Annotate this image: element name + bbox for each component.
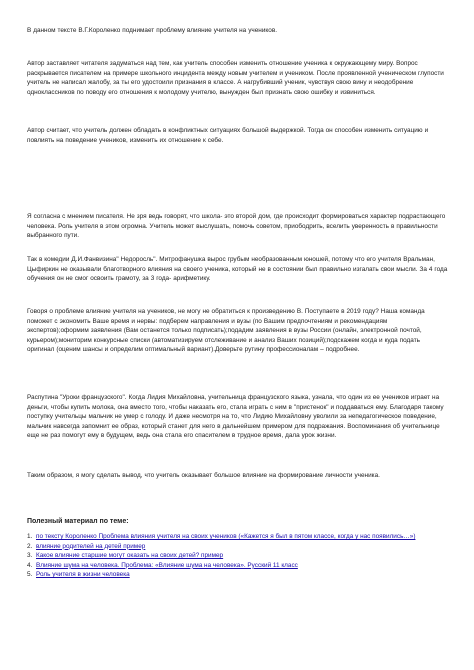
paragraph-argument-french-lessons: Распутина "Уроки французского". Когда Лидия Михайловна, учительница французского языка, узнала, что один из ее учеников играет на деньги, чтобы купить молока, она вместо того, чтобы наказать его, стала играть с ним в "пристенок" и поддаваться ему. Благодаря такому поступку учительцы мальчик не умер с голоду. И даже несмотря на то, что Лидию Михайловну уволили за непедагогическое поведение, мальчик навсегда запомнит ее образ, который станет для него в дальнейшем примером для подражания. Воспоминания об учительнице еще не раз помогут ему в будущем, ведь она стала его спасителем в трудное время, дала урок жизни. <box>27 394 444 440</box>
link-teacher-role[interactable]: Роль учителя в жизни человека <box>36 571 130 579</box>
list-number: 2. <box>27 542 33 550</box>
paragraph-author-position: Автор считает, что учитель должен обладать в конфликтных ситуациях большой выдержкой. Тогда он способен изменить ситуацию и повлиять на поведение учеников, изменить их отношение к себе. <box>27 127 429 144</box>
paragraph-advertisement: Говоря о проблеме влияние учителя на учеников, не могу не обратиться к произведению В. Поступаете в 2019 году? Наша команда поможет с экономить Ваше время и нервы: подберем направления и вузы (по Вашим предпочтениям и рекомендациям экспертов);оформим заявления (Вам останется только подписать);подадим заявления в вузы России (онлайн, электронной почтой, курьером);мониторим конкурсные списки (автоматизируем отслеживание и анализ Ваших позиций);подскажем когда и куда подать оригинал (оценим шансы и определим оптимальный вариант).Доверьте рутину профессионалам – подробнее. <box>27 308 425 354</box>
link-parents-influence[interactable]: влияние родителей на детей пример <box>36 542 146 550</box>
list-item <box>27 570 447 580</box>
link-korolenko-teacher-influence[interactable]: по тексту Короленко Проблема влияния учителя на своих учеников («Кажется я был в пятом классе, когда у нас появились…») <box>36 533 416 540</box>
list-number: 1. <box>27 533 33 540</box>
useful-material-heading: Полезный материал по теме: <box>27 518 129 525</box>
list-number: 5. <box>27 571 33 579</box>
list-item <box>27 561 447 571</box>
paragraph-argument-nedorosl: Так в комедии Д.И.Фанвизина" Недоросль". Митрофанушка вырос грубым необразованным юношей, потому что его учителя Вральман, Цыфиркин не оказывали благотворного влияния на своего ученика, который не в состоянии был правильно изгалать свои мысли. За 4 года обучения он не смог освоить грамоту, за 3 года- арифметику. <box>27 256 448 283</box>
paragraph-conclusion: Таким образом, я могу сделать вывод, что учитель оказывает большое влияние на формирование личности ученика. <box>27 472 380 479</box>
paragraph-problem: Автор заставляет читателя задуматься над тем, как учитель способен изменить отношение ученика к окружающему миру. Вопрос раскрывается писателем на примере школьного инцидента между новым учителем и учеником. После проявленной ученическом глупости учитель не написал жалобу, за ты его удостоили признания в классе. А нагрубивший ученик, чувствуя свою вину и неодобрение одноклассников по поводу его отношения к молодому учителю, вынужден был признать свою ошибку и извиниться. <box>27 60 444 96</box>
link-noise-influence[interactable]: Влияние шума на человека. Проблема: «Влияние шума на человека». Русский 11 класс <box>36 561 298 569</box>
paragraph-agreement: Я согласна с мнением писателя. Не зря ведь говорят, что школа- это второй дом, где происходит формироваться характер подрастающего человека. Роль учителя в этом огромна. Учитель может выслушать, помочь советом, приободрить, вселить уверенность в правильности выбранного пути. <box>27 213 446 240</box>
list-item <box>27 542 447 552</box>
link-elders-influence[interactable]: Какое влияние старшие могут оказать на своих детей? пример <box>36 552 224 560</box>
list-number: 3. <box>27 552 33 560</box>
list-item <box>27 551 447 561</box>
list-number: 4. <box>27 561 33 569</box>
list-item <box>27 532 447 542</box>
paragraph-intro: В данном тексте В.Г.Короленко поднимает проблему влияние учителя на учеников. <box>27 27 277 34</box>
useful-links-list <box>27 532 447 580</box>
